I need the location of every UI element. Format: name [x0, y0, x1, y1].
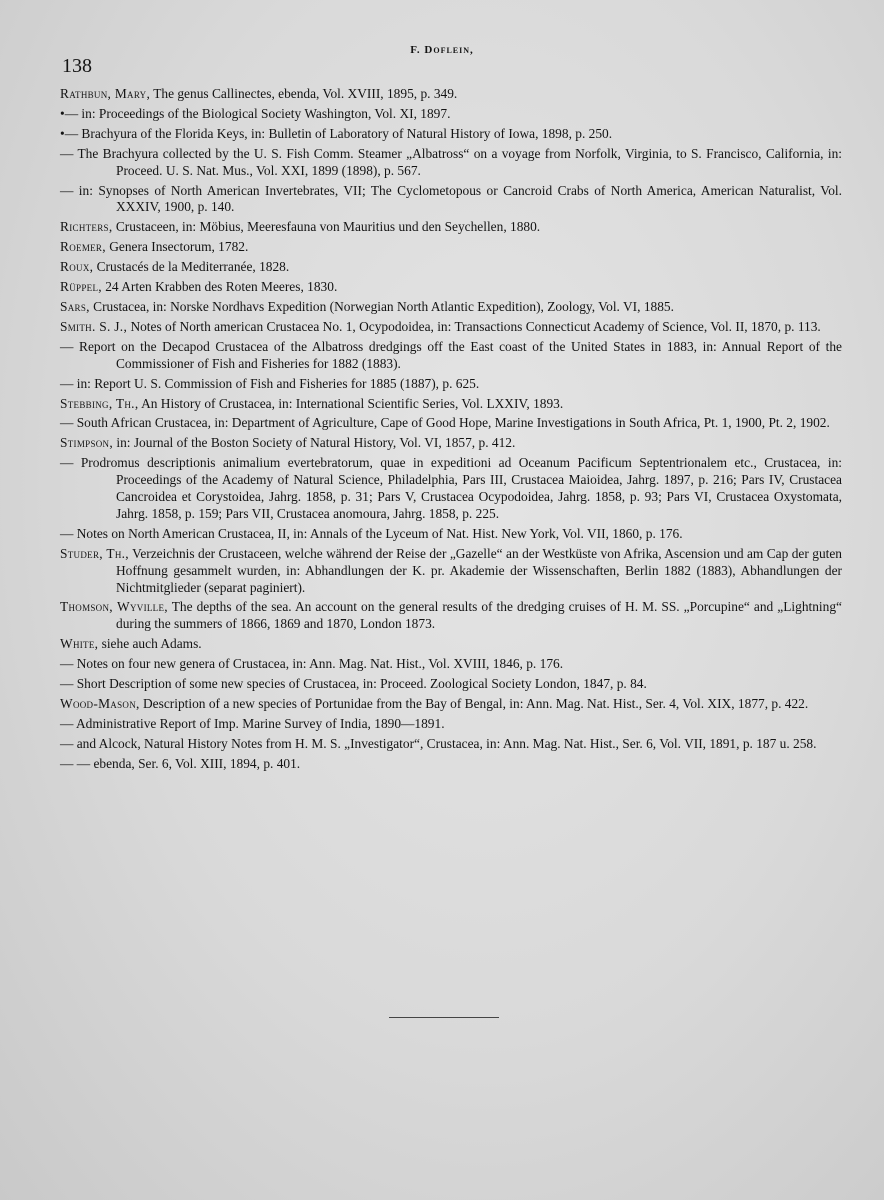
bib-entry [60, 319, 842, 336]
bib-text: — and Alcock, Natural History Notes from H. M. S. „Investigator“, Crustacea, in: Ann. Mag. Nat. Hist., Ser. 6, Vol. VII, 1891, p. 187 u. 258. [60, 735, 817, 751]
bib-entry [60, 636, 842, 653]
bib-entry [60, 676, 842, 693]
bib-entry [60, 756, 842, 773]
bib-entry [60, 435, 842, 452]
page-number: 138 [62, 55, 92, 77]
bib-author: Rüppel, [60, 279, 102, 295]
bib-text: The depths of the sea. An account on the general results of the dredging cruises of H. M. SS. „Porcupine“ and „Lightning“ during the summers of 1866, 1869 and 1870, London 1873. [116, 599, 842, 632]
bib-entry [60, 279, 842, 296]
bib-entry [60, 239, 842, 256]
bib-text: — Notes on four new genera of Crustacea, in: Ann. Mag. Nat. Hist., Vol. XVIII, 1846, p. 176. [60, 656, 564, 672]
bib-author: Roemer, [60, 239, 106, 255]
bib-entry [60, 599, 842, 633]
bib-entry [60, 415, 842, 432]
bib-text: — — ebenda, Ser. 6, Vol. XIII, 1894, p. 401. [60, 755, 301, 771]
bib-text: Crustacés de la Mediterranée, 1828. [93, 259, 290, 275]
bib-author: Wood-Mason, [60, 696, 140, 711]
bib-entry [60, 259, 842, 276]
bib-text: Genera Insectorum, 1782. [105, 239, 249, 255]
bib-entry [60, 716, 842, 733]
end-rule [389, 1017, 499, 1018]
bib-text: — Short Description of some new species of Crustacea, in: Proceed. Zoological Society London, 1847, p. 84. [60, 676, 647, 692]
bib-text: •— in: Proceedings of the Biological Society Washington, Vol. XI, 1897. [60, 105, 451, 121]
bib-author: Thomson, Wyville, [60, 599, 168, 615]
bib-author: Smith. S. J., [60, 318, 128, 334]
bib-text: An History of Crustacea, in: International Scientific Series, Vol. LXXIV, 1893. [138, 395, 564, 411]
bib-entry [60, 546, 842, 597]
bib-entry [60, 126, 842, 143]
bib-entry [60, 106, 842, 123]
bib-entry [60, 339, 842, 373]
bib-text: Description of a new species of Portunidae from the Bay of Bengal, in: Ann. Mag. Nat. Hist., Ser. 4, Vol. XIX, 1877, p. 422. [139, 696, 809, 711]
bib-author: Sars, [60, 298, 90, 314]
bib-text: — in: Report U. S. Commission of Fish and Fisheries for 1885 (1887), p. 625. [60, 375, 480, 391]
bib-entry [60, 183, 842, 217]
bibliography-list [60, 86, 842, 776]
bib-text: — in: Synopses of North American Invertebrates, VII; The Cyclometopous or Cancroid Crabs of North America, American Naturalist, Vol. XXXIV, 1900, p. 140. [60, 182, 842, 215]
bib-text: — South African Crustacea, in: Department of Agriculture, Cape of Good Hope, Marine Investigations in South Africa, Pt. 1, 1900, Pt. 2, 1902. [60, 415, 830, 431]
bib-text: Crustacea, in: Norske Nordhavs Expedition (Norwegian North Atlantic Expedition), Zoology, Vol. VI, 1885. [89, 298, 674, 314]
bib-entry [60, 86, 842, 103]
bib-entry [60, 376, 842, 393]
bib-text: Verzeichnis der Crustaceen, welche während der Reise der „Gazelle“ an der Westküste von Afrika, Ascension und am Cap der guten Hoffnung gesammelt wurden, in: Abhandlungen der K. pr. Akademie der Wissenschaften, Berlin 1882 (1883), Abhandlungen der Nichtmitglieder (separat paginiert). [116, 545, 843, 595]
bib-text: 24 Arten Krabben des Roten Meeres, 1830. [101, 279, 338, 295]
bib-author: Rathbun, Mary, [60, 86, 151, 101]
bib-entry [60, 396, 842, 413]
bib-text: — Administrative Report of Imp. Marine Survey of India, 1890—1891. [60, 715, 445, 731]
bib-entry [60, 656, 842, 673]
bib-entry [60, 696, 842, 713]
bib-text: •— Brachyura of the Florida Keys, in: Bulletin of Laboratory of Natural History of Iowa, 1898, p. 250. [60, 125, 613, 141]
bib-author: Richters, [60, 219, 113, 235]
bib-text: in: Journal of the Boston Society of Natural History, Vol. VI, 1857, p. 412. [113, 435, 516, 451]
bib-author: Studer, Th., [60, 545, 129, 561]
bib-author: Stimpson, [60, 435, 114, 451]
bib-author: Stebbing, Th., [60, 395, 139, 411]
bib-entry [60, 219, 842, 236]
bib-text: Notes of North american Crustacea No. 1, Ocypodoidea, in: Transactions Connecticut Academy of Science, Vol. II, 1870, p. 113. [127, 318, 821, 334]
bib-text: — The Brachyura collected by the U. S. Fish Comm. Steamer „Albatross“ on a voyage from Norfolk, Virginia, to S. Francisco, California, in: Proceed. U. S. Nat. Mus., Vol. XXI, 1899 (1898), p. 567. [60, 145, 842, 178]
bib-entry [60, 526, 842, 543]
bib-author: Roux, [60, 259, 94, 275]
running-head: F. Doflein, [410, 44, 474, 56]
bib-text: siehe auch Adams. [98, 636, 202, 652]
bib-text: The genus Callinectes, ebenda, Vol. XVIII, 1895, p. 349. [150, 86, 458, 101]
bib-text: — Notes on North American Crustacea, II, in: Annals of the Lyceum of Nat. Hist. New York, Vol. VII, 1860, p. 176. [60, 525, 683, 541]
bib-entry [60, 146, 842, 180]
bib-text: — Prodromus descriptionis animalium evertebratorum, quae in expeditioni ad Oceanum Pacificum Septentrionalem etc., Crustacea, in: Proceedings of the Academy of Natural Science, Philadelphia, Pars III, Crustacea Maioidea, Jahrg. 1897, p. 216; Pars IV, Crustacea Cancroidea et Corystoidea, Jahrg. 1858, p. 31; Pars V, Crustacea Ocypodoidea, Jahrg. 1858, p. 93; Pars VI, Crustacea Oxystomata, Jahrg. 1858, p. 159; Pars VII, Crustacea anomoura, Jahrg. 1858, p. 225. [60, 455, 842, 521]
bib-author: White, [60, 636, 99, 652]
bib-text: Crustaceen, in: Möbius, Meeresfauna von Mauritius und den Seychellen, 1880. [112, 219, 541, 235]
bib-entry [60, 299, 842, 316]
bib-entry [60, 736, 842, 753]
bib-entry [60, 455, 842, 523]
bib-text: — Report on the Decapod Crustacea of the Albatross dredgings off the East coast of the United States in 1883, in: Annual Report of the Commissioner of Fish and Fisheries for 1882 (1883). [60, 338, 842, 371]
